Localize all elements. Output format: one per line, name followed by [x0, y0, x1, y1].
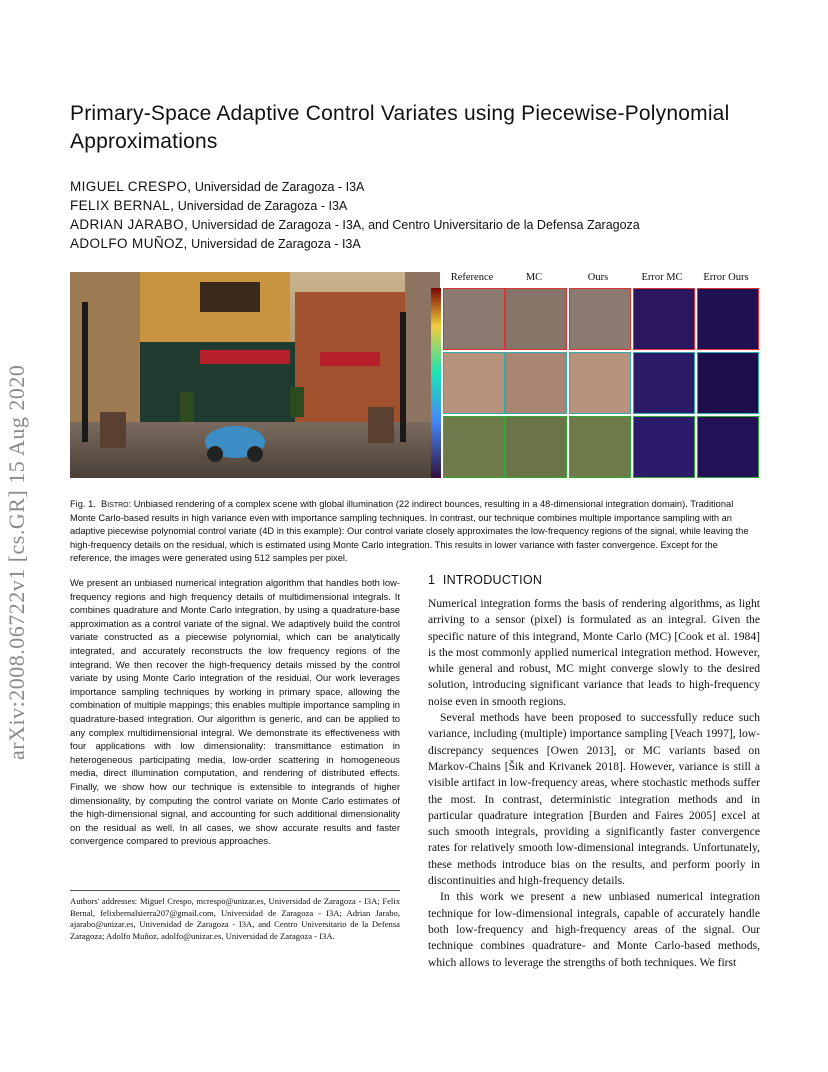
- section-title: INTRODUCTION: [442, 573, 543, 587]
- arxiv-stamp: [4, 364, 29, 760]
- author-1: [70, 177, 364, 197]
- author-affiliation: Universidad de Zaragoza - I3A: [174, 199, 348, 213]
- color-scale-bar-graphic: [431, 288, 441, 478]
- title-line-1: Primary-Space Adaptive Control Variates using Piecewise-Polynomial: [70, 102, 730, 125]
- section-heading: [428, 573, 542, 587]
- footnote-rule: [70, 890, 400, 891]
- intro-paragraph: Numerical integration forms the basis of rendering algorithms, as light arriving to a sensor (pixel) is formulated as an integral. Given the specific nature of this integrand, Monte Carlo (MC) [Cook et al. 1984] is the most commonly applied numerical integration method. However, while general and robust, MC might converge slowly to the desired solution, introducing significant variance that leads to high-frequency noise even in smooth regions.: [428, 597, 760, 708]
- abstract: We present an unbiased numerical integration algorithm that handles both low-frequency regions and high frequency details of multidimensional integrals. It combines quadrature and Monte Carlo integration, by using a quadrature-base approximation as a control variate of the signal. We adaptively build the control variate constructed as a piecewise polynomial, which can be analytically integrated, and accurately reconstructs the low frequency regions of the integrand. We then recover the high-frequency details missed by the control variate by using Monte Carlo integration of the residual. Our work leverages importance sampling techniques by working in primary space, allowing the combination of multiple mappings; this enables multiple importance sampling in quadrature-based integration. Our algorithm is generic, and can be applied to any complex multidimensional integral. We demonstrate its effectiveness with four applications with low dimensionality: transmittance estimation in heterogeneous participating media, low-order scattering in homogeneous media, direct illumination computation, and rendering of distributed effects. Finally, we show how our technique is extensible to integrands of higher dimensionality, by computing the control variate on Monte Carlo estimates of the high-dimensional signal, and accounting for such additional dimensionality on the residual as well. In all cases, we show accurate results and faster convergence compared to previous approaches.: [70, 577, 400, 847]
- crop-mc-3: [505, 416, 567, 478]
- author-affiliation: Universidad de Zaragoza - I3A: [187, 237, 361, 251]
- column-header-error-ours: Error Ours: [703, 272, 749, 283]
- author-name: MIGUEL CRESPO,: [70, 179, 192, 194]
- column-header-reference: Reference: [450, 272, 494, 283]
- paper-title: [70, 100, 770, 156]
- author-name: ADRIAN JARABO,: [70, 217, 189, 232]
- author-2: [70, 196, 347, 216]
- intro-paragraph: Several methods have been proposed to successfully reduce such variance, including (multiple) importance sampling [Veach 1997], low-discrepancy sequences [Owen 2013], or MC variants based on Markov-Chains [Šik and Krivanek 2018]. However, variance is still a visible artifact in low-frequency areas, where stochastic methods suffer the most. In contrast, deterministic integration methods and in particular quadrature integration [Burden and Faires 2005] excel at such smooth integrals, providing a significantly faster convergence rates for relatively smooth low-dimensional integrands. Unfortunately, these methods introduce bias on the results, and perform poorly in discontinuities and high-frequency details.: [428, 711, 760, 888]
- crop-mc-2: [505, 352, 567, 414]
- author-3: [70, 215, 640, 235]
- intro-paragraph: In this work we present a new unbiased numerical integration technique for low-dimensional integrals, capable of accurately handle both low-frequency and high-frequency areas of the signal. Our technique combines quadrature- and Monte Carlo-based methods, which allows to leverage the strengths of both techniques. We first: [428, 890, 760, 969]
- teaser-rendering: [70, 272, 440, 478]
- crop-reference-1: [443, 288, 505, 350]
- color-scale-bar: [431, 288, 441, 478]
- author-name: ADOLFO MUÑOZ,: [70, 236, 188, 251]
- comparison-grid: [443, 288, 761, 480]
- author-addresses-footnote: Authors' addresses: Miguel Crespo, mcrespo@unizar.es, Universidad de Zaragoza - I3A; Felix Bernal, felixbernalsierra207@gmail.com, Universidad de Zaragoza - I3A; Adrian Jarabo, ajarabo@unizar.es, Universidad de Zaragoza - I3A, and Centro Universitario de la Defensa Zaragoza; Adolfo Muñoz, adolfo@unizar.es, Universidad de Zaragoza - I3A.: [70, 896, 400, 941]
- crop-error-mc-1: [633, 288, 695, 350]
- crop-error-mc-3: [633, 416, 695, 478]
- figure-caption: [70, 498, 760, 566]
- caption-text: Unbiased rendering of a complex scene with global illumination (22 indirect bounces, resulting in a 48-dimensional integration domain). Traditional Monte Carlo-based results in high variance even with importance sampling techniques. In contrast, our technique combines multiple importance sampling with an adaptive piecewise polynomial control variate (4D in this example): Our control variate closely approximates the low-frequency regions of the signal, while leaving the high-frequency details on the residual, which is estimated using Monte Carlo integration. This results in lower variance with faster convergence. Except for the reference, the images were generated using 512 samples per pixel.: [70, 499, 749, 563]
- crop-error-ours-1: [697, 288, 759, 350]
- author-affiliation: Universidad de Zaragoza - I3A: [191, 180, 365, 194]
- crop-reference-3: [443, 416, 505, 478]
- column-header-mc: MC: [525, 272, 543, 283]
- crop-error-ours-2: [697, 352, 759, 414]
- crop-ours-1: [569, 288, 631, 350]
- crop-mc-1: [505, 288, 567, 350]
- column-header-error-mc: Error MC: [641, 272, 683, 283]
- column-header-ours: Ours: [587, 272, 609, 283]
- crop-error-mc-2: [633, 352, 695, 414]
- bistro-scene-image: [70, 272, 440, 478]
- introduction-body: [428, 596, 760, 971]
- arxiv-stamp-text: arXiv:2008.06722v1 [cs.GR] 15 Aug 2020: [4, 364, 29, 760]
- author-affiliation: Universidad de Zaragoza - I3A, and Centro Universitario de la Defensa Zaragoza: [188, 218, 640, 232]
- author-4: [70, 234, 361, 254]
- crop-ours-3: [569, 416, 631, 478]
- section-number: 1: [428, 573, 436, 587]
- title-line-2: Approximations: [70, 130, 218, 153]
- caption-scene: Bistro:: [101, 499, 132, 509]
- crop-ours-2: [569, 352, 631, 414]
- caption-label: Fig. 1.: [70, 499, 96, 509]
- crop-reference-2: [443, 352, 505, 414]
- crop-error-ours-3: [697, 416, 759, 478]
- author-name: FELIX BERNAL,: [70, 198, 175, 213]
